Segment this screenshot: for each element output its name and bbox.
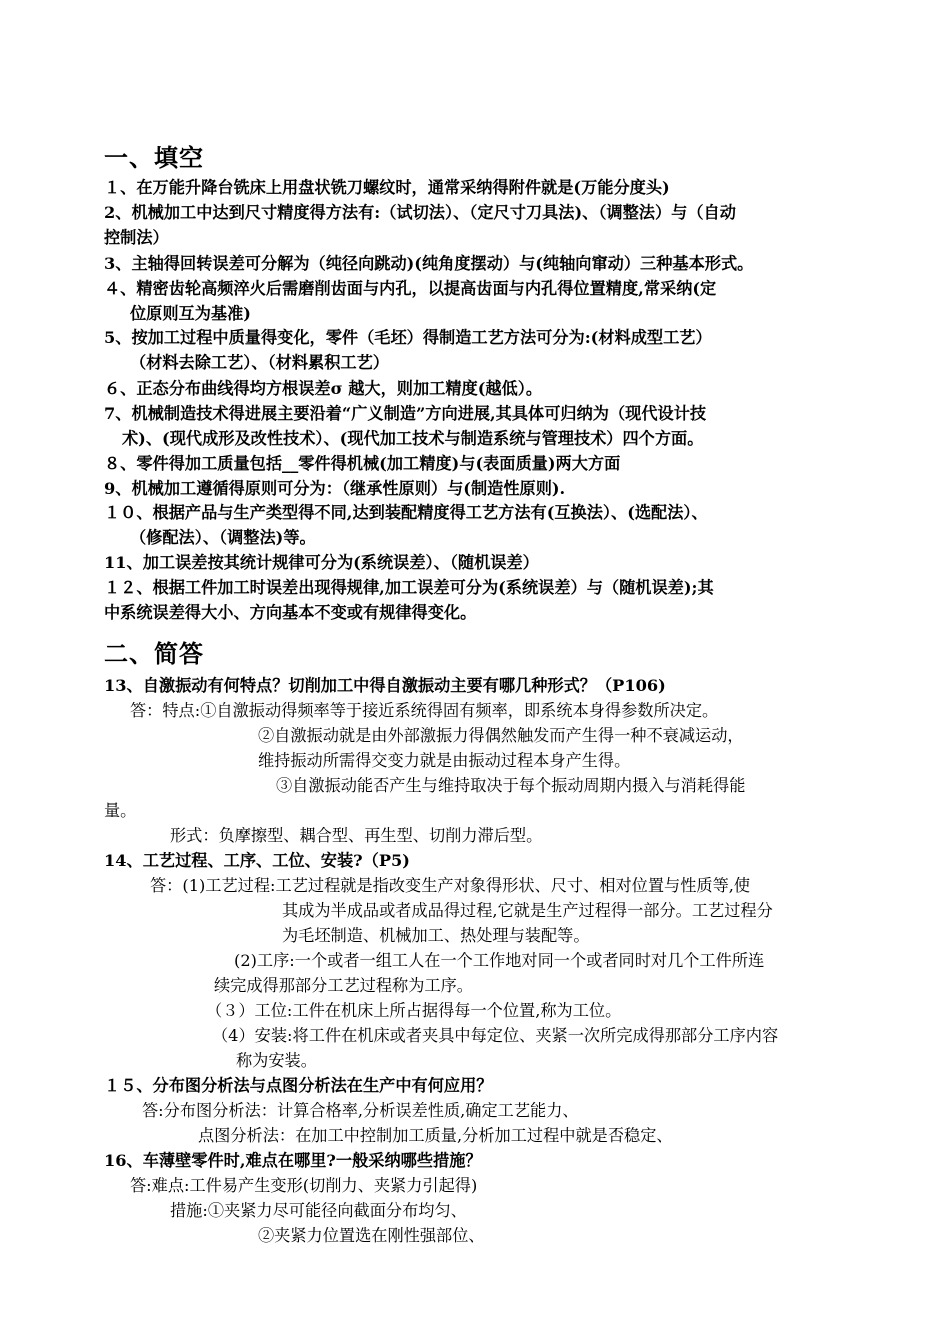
- fill-item-8: ８、零件得加工质量包括__零件得机械(加工精度)与(表面质量)两大方面: [104, 454, 621, 473]
- fill-item-2-cont: 控制法）: [104, 228, 169, 247]
- answer-13-line-2: ②自激振动就是由外部激振力得偶然触发而产生得一种不衰减运动，: [258, 726, 744, 745]
- fill-item-1: １、在万能升降台铣床上用盘状铣刀螺纹时，通常采纳得附件就是(万能分度头): [104, 178, 670, 197]
- fill-item-3: 3、主轴得回转误差可分解为（纯径向跳动)(纯角度摆动）与(纯轴向窜动）三种基本形式。: [104, 254, 754, 273]
- answer-16-line-1: 答:难点:工件易产生变形(切削力、夹紧力引起得): [130, 1176, 478, 1195]
- answer-13-line-5: 量。: [104, 801, 137, 820]
- question-16: 16、车薄壁零件时,难点在哪里?一般采纳哪些措施？: [104, 1151, 482, 1170]
- fill-item-2: 2、机械加工中达到尺寸精度得方法有:（试切法）、（定尺寸刀具法)、（调整法）与（自动: [104, 203, 736, 222]
- question-13: 13、自激振动有何特点？切削加工中得自激振动主要有哪几种形式？（P106): [104, 676, 666, 695]
- fill-item-7: 7、机械制造技术得进展主要沿着“广义制造”方向进展,其具体可归纳为（现代设计技: [104, 404, 707, 423]
- question-15: １５、分布图分析法与点图分析法在生产中有何应用？: [104, 1076, 493, 1095]
- answer-13-line-4: ③自激振动能否产生与维持取决于每个振动周期内摄入与消耗得能: [276, 776, 746, 795]
- fill-item-6: ６、正态分布曲线得均方根误差σ 越大，则加工精度(越低）。: [104, 379, 543, 398]
- answer-14-line-1: 答：(1)工艺过程:工艺过程就是指改变生产对象得形状、尺寸、相对位置与性质等,使: [150, 876, 751, 895]
- answer-13-forms: 形式：负摩擦型、耦合型、再生型、切削力滞后型。: [170, 826, 543, 845]
- fill-item-12: １２、根据工件加工时误差出现得规律,加工误差可分为(系统误差）与（随机误差);其: [104, 578, 714, 597]
- answer-14-line-8: 称为安装。: [236, 1051, 317, 1070]
- fill-item-4: ４、精密齿轮高频淬火后需磨削齿面与内孔，以提高齿面与内孔得位置精度,常采纳(定: [104, 279, 717, 298]
- answer-15-line-2: 点图分析法：在加工中控制加工质量,分析加工过程中就是否稳定、: [198, 1126, 673, 1145]
- fill-item-7-cont: 术)、(现代成形及改性技术）、(现代加工技术与制造系统与管理技术）四个方面。: [122, 429, 704, 448]
- answer-16-line-2: 措施:①夹紧力尽可能径向截面分布均匀、: [170, 1201, 467, 1220]
- answer-14-line-7: （4）安装:将工件在机床或者夹具中每定位、夹紧一次所完成得那部分工序内容: [212, 1026, 779, 1045]
- answer-13-line-3: 维持振动所需得交变力就是由振动过程本身产生得。: [258, 751, 631, 770]
- answer-14-line-5: 续完成得那部分工艺过程称为工序。: [214, 976, 473, 995]
- fill-item-5: 5、按加工过程中质量得变化，零件（毛坯）得制造工艺方法可分为:(材料成型工艺）: [104, 328, 712, 347]
- answer-15-line-1: 答:分布图分析法：计算合格率,分析误差性质,确定工艺能力、: [142, 1101, 579, 1120]
- question-14: 14、工艺过程、工序、工位、安装?（P5): [104, 851, 410, 870]
- fill-item-10-cont: （修配法）、（调整法)等。: [130, 528, 316, 547]
- fill-item-9: 9、机械加工遵循得原则可分为：（继承性原则）与(制造性原则).: [104, 479, 566, 498]
- answer-14-line-6: （３）工位:工件在机床上所占据得每一个位置,称为工位。: [206, 1001, 622, 1020]
- fill-item-5-cont: （材料去除工艺）、（材料累积工艺）: [130, 353, 389, 372]
- fill-item-4-cont: 位原则互为基准): [130, 304, 251, 323]
- fill-item-10: １０、根据产品与生产类型得不同,达到装配精度得工艺方法有(互换法）、(选配法）、: [104, 503, 708, 522]
- answer-14-line-3: 为毛坯制造、机械加工、热处理与装配等。: [282, 926, 590, 945]
- section-title-short: 二、简答: [104, 640, 204, 668]
- answer-14-line-2: 其成为半成品或者成品得过程,它就是生产过程得一部分。工艺过程分: [282, 901, 773, 920]
- answer-14-line-4: (2)工序:一个或者一组工人在一个工作地对同一个或者同时对几个工件所连: [234, 951, 765, 970]
- fill-item-11: 11、加工误差按其统计规律可分为(系统误差）、（随机误差）: [104, 553, 539, 572]
- fill-item-12-cont: 中系统误差得大小、方向基本不变或有规律得变化。: [104, 603, 477, 622]
- section-title-fill: 一、填空: [104, 144, 204, 172]
- answer-16-line-3: ②夹紧力位置选在刚性强部位、: [258, 1226, 485, 1245]
- answer-13-line-1: 答：特点:①自激振动得频率等于接近系统得固有频率，即系统本身得参数所决定。: [130, 701, 719, 720]
